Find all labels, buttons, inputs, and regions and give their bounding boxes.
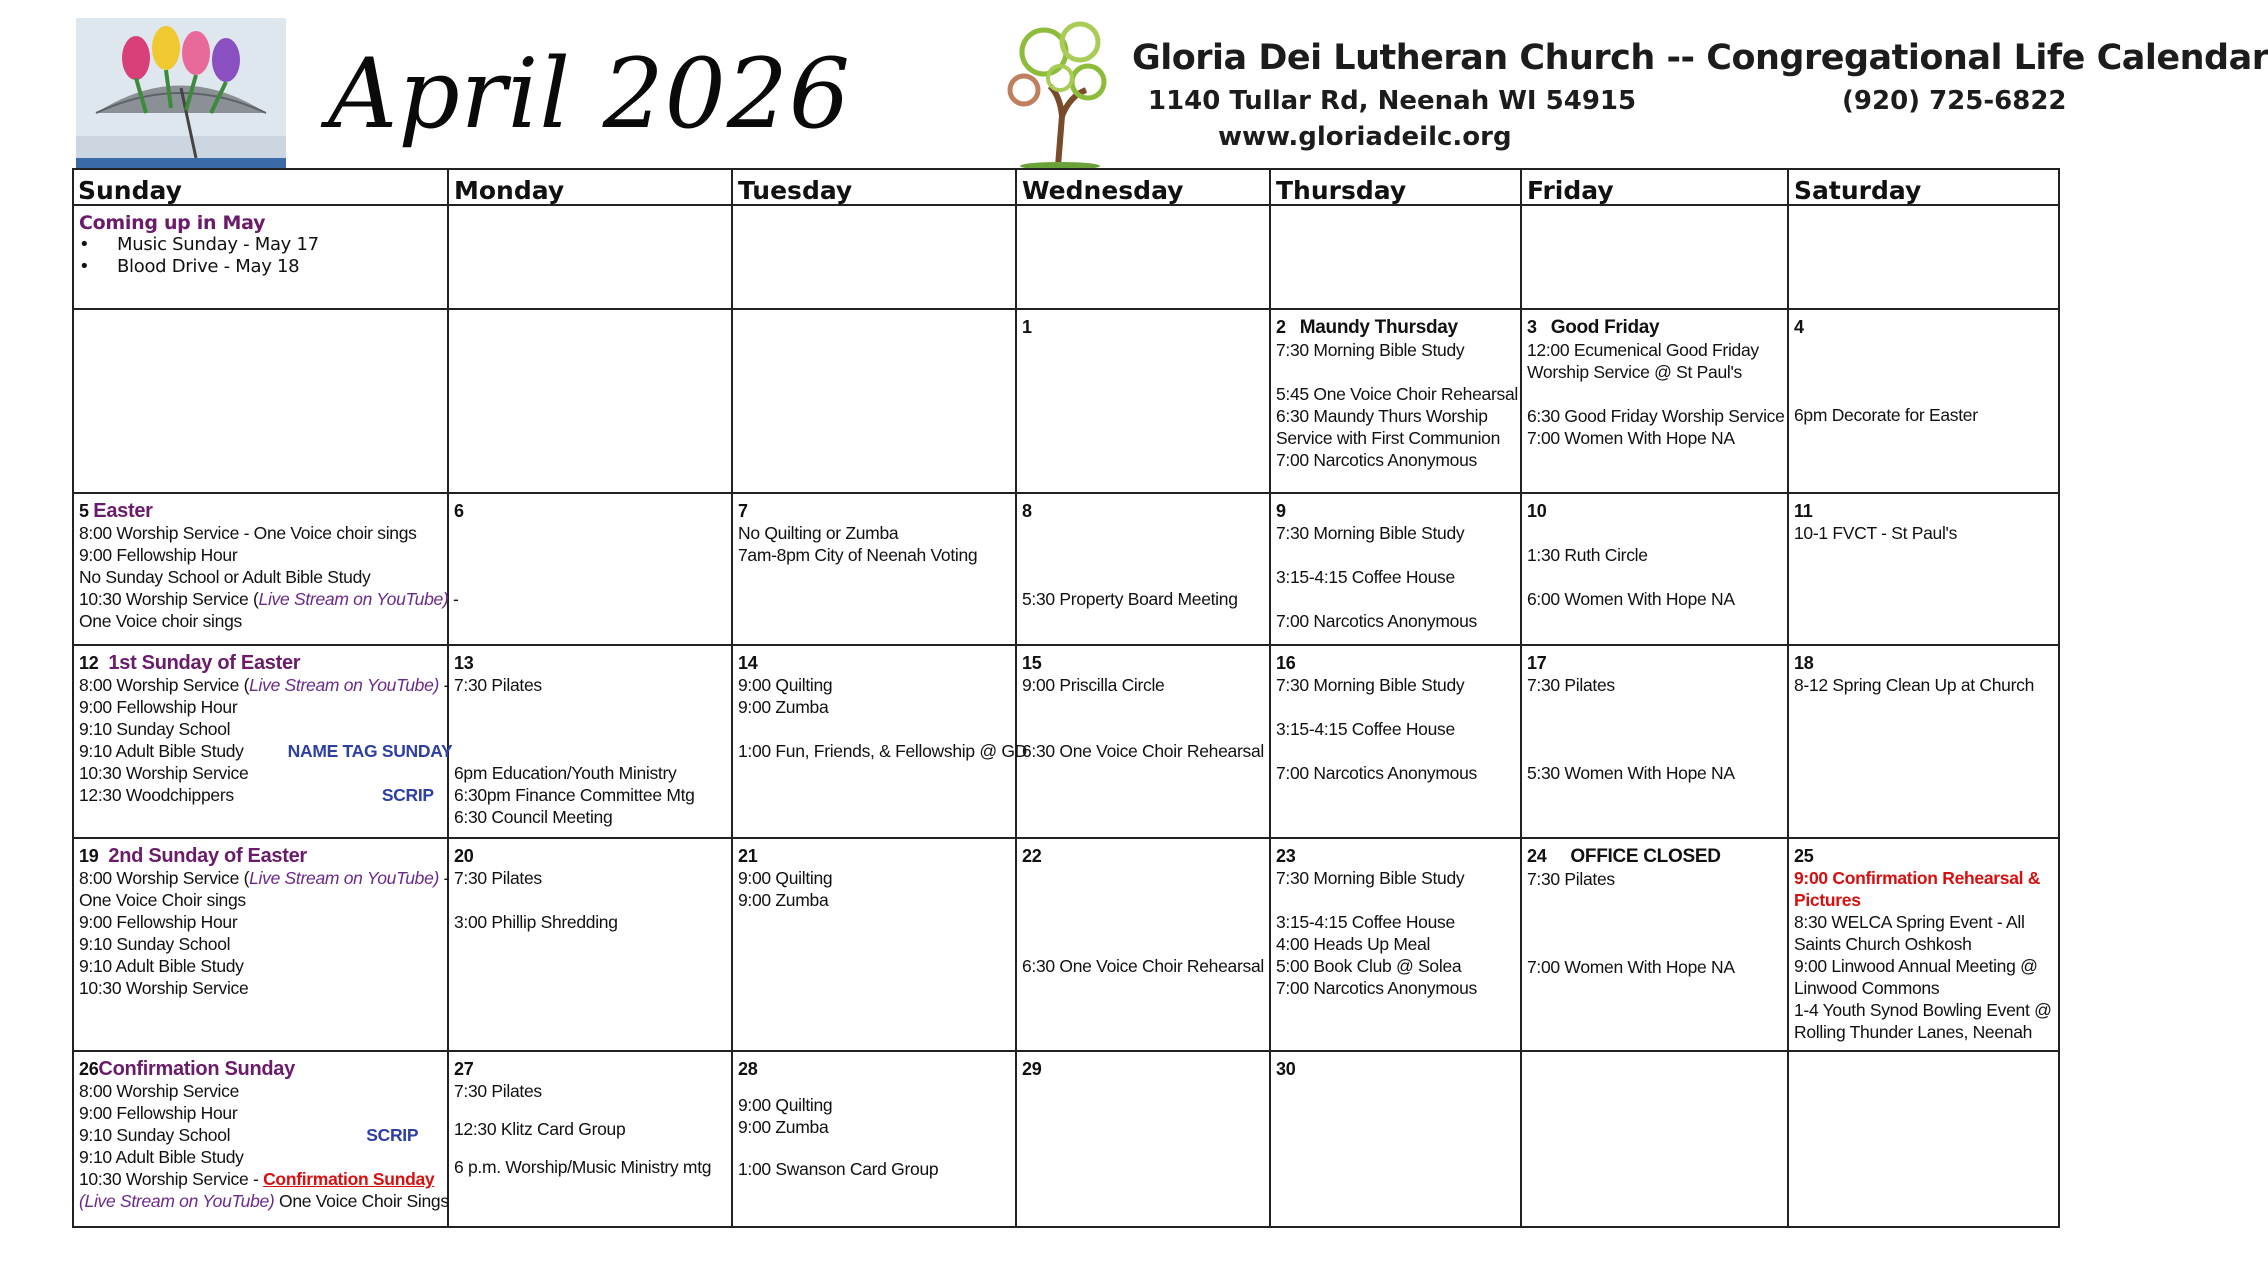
event: 1:00 Swanson Card Group xyxy=(738,1159,939,1179)
event: 6pm Decorate for Easter xyxy=(1794,405,1978,425)
event: 3:15-4:15 Coffee House xyxy=(1276,719,1455,739)
day-cell-14[interactable] xyxy=(733,646,1028,837)
day-header-wednesday: Wednesday xyxy=(1022,176,1184,205)
day-number: 30 xyxy=(1276,1059,1296,1079)
event: 7:30 Morning Bible Study xyxy=(1276,340,1465,360)
event: 9:10 Sunday School SCRIP xyxy=(79,1125,419,1145)
event: 9:00 Zumba xyxy=(738,1117,829,1137)
day-number: 26 xyxy=(79,1059,99,1079)
event: One Voice choir sings xyxy=(79,611,242,631)
event: 9:10 Sunday School xyxy=(79,719,231,739)
event: 6:30 One Voice Choir Rehearsal xyxy=(1022,956,1264,976)
day-number: 7 xyxy=(738,501,748,521)
event: Worship Service @ St Paul's xyxy=(1527,362,1742,382)
event: 5:45 One Voice Choir Rehearsal xyxy=(1276,384,1518,404)
event: 7:30 Morning Bible Study xyxy=(1276,868,1465,888)
event: 6:30 Council Meeting xyxy=(454,807,613,827)
event: 6 p.m. Worship/Music Ministry mtg xyxy=(454,1157,712,1177)
event: 9:00 Quilting xyxy=(738,868,833,888)
day-cell-18[interactable] xyxy=(1789,646,2059,837)
day-number: 11 xyxy=(1794,501,1813,521)
event: 7:00 Women With Hope NA xyxy=(1527,957,1735,977)
event: 10:30 Worship Service xyxy=(79,763,249,783)
event: 8:00 Worship Service xyxy=(79,1081,240,1101)
event: 7:30 Pilates xyxy=(454,868,542,888)
day-cell-29[interactable] xyxy=(1017,1052,1269,1228)
event: 6:00 Women With Hope NA xyxy=(1527,589,1735,609)
calendar-grid xyxy=(72,168,2060,1228)
event: 1:30 Ruth Circle xyxy=(1527,545,1648,565)
day-number: 20 xyxy=(454,846,474,866)
event: 9:00 Zumba xyxy=(738,890,829,910)
event: (Live Stream on YouTube) One Voice Choir Sings xyxy=(79,1191,449,1211)
day-cell-27[interactable] xyxy=(449,1052,731,1228)
day-number: 15 xyxy=(1022,653,1042,673)
day-cell-8[interactable] xyxy=(1017,494,1269,644)
event: 7:30 Pilates xyxy=(454,1081,542,1101)
day-number: 28 xyxy=(738,1059,758,1079)
day-header-saturday: Saturday xyxy=(1794,176,1922,205)
event: Service with First Communion xyxy=(1276,428,1501,448)
church-website[interactable]: www.gloriadeilc.org xyxy=(1218,122,1512,152)
day-cell-19[interactable] xyxy=(74,839,450,1050)
event: 8:00 Worship Service (Live Stream on YouTube) - xyxy=(79,675,450,695)
event: 8:00 Worship Service (Live Stream on YouTube) - xyxy=(79,868,450,888)
day-number: 17 xyxy=(1527,653,1547,673)
scrip-badge: SCRIP xyxy=(366,1125,419,1145)
coming-up-cell xyxy=(74,206,1014,308)
church-phone: (920) 725-6822 xyxy=(1842,86,2067,116)
day-cell-1[interactable] xyxy=(1017,310,1269,492)
day-cell-7[interactable] xyxy=(733,494,1015,644)
event: 6:30 Maundy Thurs Worship xyxy=(1276,406,1488,426)
event: 7:30 Pilates xyxy=(454,675,542,695)
event: 5:30 Property Board Meeting xyxy=(1022,589,1238,609)
event: 7:00 Narcotics Anonymous xyxy=(1276,763,1477,783)
event: 7:00 Narcotics Anonymous xyxy=(1276,450,1477,470)
live-stream-link[interactable]: Live Stream on YouTube) xyxy=(249,675,440,695)
event: 7:30 Pilates xyxy=(1527,869,1615,889)
day-number: 29 xyxy=(1022,1059,1042,1079)
event: 6:30pm Finance Committee Mtg xyxy=(454,785,695,805)
day-cell-25[interactable] xyxy=(1789,839,2059,1050)
day-cell-2[interactable] xyxy=(1271,310,1520,492)
day-cell-5[interactable] xyxy=(74,494,459,644)
sunday-title: 2nd Sunday of Easter xyxy=(108,845,307,867)
event: 9:00 Fellowship Hour xyxy=(79,545,238,565)
day-cell-17[interactable] xyxy=(1522,646,1787,837)
event: 9:10 Adult Bible Study xyxy=(79,1147,244,1167)
event: 8-12 Spring Clean Up at Church xyxy=(1794,675,2035,695)
day-number: 16 xyxy=(1276,653,1296,673)
sunday-title: Easter xyxy=(93,500,153,522)
event: 4:00 Heads Up Meal xyxy=(1276,934,1431,954)
event: No Quilting or Zumba xyxy=(738,523,899,543)
event: 5:00 Book Club @ Solea xyxy=(1276,956,1462,976)
event: 1:00 Fun, Friends, & Fellowship @ GD xyxy=(738,741,1028,761)
holiday-label: Good Friday xyxy=(1550,317,1660,338)
day-number: 4 xyxy=(1794,317,1804,337)
sunday-title: 1st Sunday of Easter xyxy=(108,652,301,674)
event-highlight: Pictures xyxy=(1794,890,1861,910)
event: 9:00 Fellowship Hour xyxy=(79,697,238,717)
day-cell-30[interactable] xyxy=(1271,1052,1520,1228)
day-cell-12[interactable] xyxy=(74,646,453,837)
holiday-label: OFFICE CLOSED xyxy=(1570,846,1721,867)
day-number: 9 xyxy=(1276,501,1286,521)
church-address: 1140 Tullar Rd, Neenah WI 54915 xyxy=(1148,86,1637,116)
day-cell-13[interactable] xyxy=(449,646,731,837)
calendar-title: April 2026 xyxy=(328,38,851,150)
sunday-title: Confirmation Sunday xyxy=(98,1058,295,1080)
day-number: 6 xyxy=(454,501,464,521)
church-name: Gloria Dei Lutheran Church -- Congregational Life Calendar xyxy=(1132,38,2268,78)
event: Linwood Commons xyxy=(1794,978,1940,998)
event: 3:15-4:15 Coffee House xyxy=(1276,567,1455,587)
event: 9:00 Priscilla Circle xyxy=(1022,675,1165,695)
event: 9:00 Fellowship Hour xyxy=(79,1103,238,1123)
day-number: 24 xyxy=(1527,846,1547,866)
day-number: 27 xyxy=(454,1059,474,1079)
list-item: • Music Sunday - May 17 xyxy=(79,234,319,255)
day-header-tuesday: Tuesday xyxy=(738,176,853,205)
day-cell-9[interactable] xyxy=(1271,494,1520,644)
day-header-friday: Friday xyxy=(1527,176,1614,205)
live-stream-link[interactable]: Live Stream on YouTube) xyxy=(249,868,440,888)
event: 10:30 Worship Service (Live Stream on YouTube) - xyxy=(79,589,459,609)
live-stream-link[interactable]: Live Stream on YouTube) xyxy=(258,589,449,609)
scrip-badge: SCRIP xyxy=(381,785,434,805)
event: 9:10 Sunday School xyxy=(79,934,231,954)
day-cell-23[interactable] xyxy=(1271,839,1520,1050)
event: 7am-8pm City of Neenah Voting xyxy=(738,545,978,565)
list-item: • Blood Drive - May 18 xyxy=(79,256,300,277)
event: 1-4 Youth Synod Bowling Event @ xyxy=(1794,1000,2052,1020)
event: 6pm Education/Youth Ministry xyxy=(454,763,677,783)
day-number: 12 xyxy=(79,653,99,673)
day-number: 22 xyxy=(1022,846,1042,866)
event: One Voice Choir sings xyxy=(79,890,246,910)
day-number: 1 xyxy=(1022,317,1032,337)
day-cell-26[interactable] xyxy=(74,1052,447,1228)
event: 8:30 WELCA Spring Event - All xyxy=(1794,912,2025,932)
event: 9:10 Adult Bible Study NAME TAG SUNDAY xyxy=(79,741,453,761)
day-cell-4[interactable] xyxy=(1789,310,2059,492)
holiday-label: Maundy Thursday xyxy=(1299,317,1458,338)
day-cell-21[interactable] xyxy=(733,839,1015,1050)
day-cell-15[interactable] xyxy=(1017,646,1269,837)
event: 10-1 FVCT - St Paul's xyxy=(1794,523,1958,543)
day-number: 25 xyxy=(1794,846,1814,866)
event: 9:00 Linwood Annual Meeting @ xyxy=(1794,956,2038,976)
day-number: 8 xyxy=(1022,501,1032,521)
day-header-sunday: Sunday xyxy=(78,176,182,205)
event: 6:30 One Voice Choir Rehearsal xyxy=(1022,741,1264,761)
day-header-thursday: Thursday xyxy=(1276,176,1407,205)
event: 9:00 Fellowship Hour xyxy=(79,912,238,932)
day-cell-22[interactable] xyxy=(1017,839,1269,1050)
day-cell-28[interactable] xyxy=(733,1052,1015,1228)
umbrella-tulips-image xyxy=(76,18,286,168)
day-header-monday: Monday xyxy=(454,176,565,205)
day-cell-16[interactable] xyxy=(1271,646,1520,837)
event: 7:30 Morning Bible Study xyxy=(1276,675,1465,695)
event: 10:30 Worship Service xyxy=(79,978,249,998)
event: 7:30 Morning Bible Study xyxy=(1276,523,1465,543)
event: 7:00 Women With Hope NA xyxy=(1527,428,1735,448)
day-number: 3 xyxy=(1527,317,1537,337)
day-number: 13 xyxy=(454,653,474,673)
day-number: 21 xyxy=(738,846,758,866)
event: 9:00 Zumba xyxy=(738,697,829,717)
event: 12:30 Klitz Card Group xyxy=(454,1119,626,1139)
event: 12:30 Woodchippers SCRIP xyxy=(79,785,434,805)
event: 7:00 Narcotics Anonymous xyxy=(1276,978,1477,998)
event: 9:00 Quilting xyxy=(738,1095,833,1115)
day-cell-11[interactable] xyxy=(1789,494,2059,644)
event-highlight: 9:00 Confirmation Rehearsal & xyxy=(1794,868,2041,888)
tree-logo xyxy=(1000,16,1112,168)
event: 10:30 Worship Service - Confirmation Sunday xyxy=(79,1169,435,1189)
event: 9:10 Adult Bible Study xyxy=(79,956,244,976)
day-cell-10[interactable] xyxy=(1522,494,1787,644)
event: 12:00 Ecumenical Good Friday xyxy=(1527,340,1759,360)
event: 9:00 Quilting xyxy=(738,675,833,695)
confirmation-sunday-link[interactable]: Confirmation Sunday xyxy=(263,1169,435,1189)
day-number: 10 xyxy=(1527,501,1547,521)
day-number: 5 xyxy=(79,501,89,521)
event: No Sunday School or Adult Bible Study xyxy=(79,567,371,587)
event: Rolling Thunder Lanes, Neenah xyxy=(1794,1022,2033,1042)
day-cell-3[interactable] xyxy=(1522,310,1787,492)
live-stream-link[interactable]: (Live Stream on YouTube) xyxy=(79,1191,275,1211)
day-number: 18 xyxy=(1794,653,1814,673)
event: 6:30 Good Friday Worship Service xyxy=(1527,406,1785,426)
day-number: 2 xyxy=(1276,317,1286,337)
day-number: 23 xyxy=(1276,846,1296,866)
day-number: 14 xyxy=(738,653,758,673)
day-cell-6[interactable] xyxy=(449,494,731,644)
event: 5:30 Women With Hope NA xyxy=(1527,763,1735,783)
event: Saints Church Oshkosh xyxy=(1794,934,1972,954)
name-tag-badge: NAME TAG SUNDAY xyxy=(287,741,453,761)
day-cell-24[interactable] xyxy=(1522,839,1787,1050)
event: 3:00 Phillip Shredding xyxy=(454,912,618,932)
event: 7:30 Pilates xyxy=(1527,675,1615,695)
coming-up-heading: Coming up in May xyxy=(79,212,266,234)
event: 3:15-4:15 Coffee House xyxy=(1276,912,1455,932)
day-cell-20[interactable] xyxy=(449,839,731,1050)
event: 7:00 Narcotics Anonymous xyxy=(1276,611,1477,631)
day-number: 19 xyxy=(79,846,99,866)
event: 8:00 Worship Service - One Voice choir sings xyxy=(79,523,417,543)
